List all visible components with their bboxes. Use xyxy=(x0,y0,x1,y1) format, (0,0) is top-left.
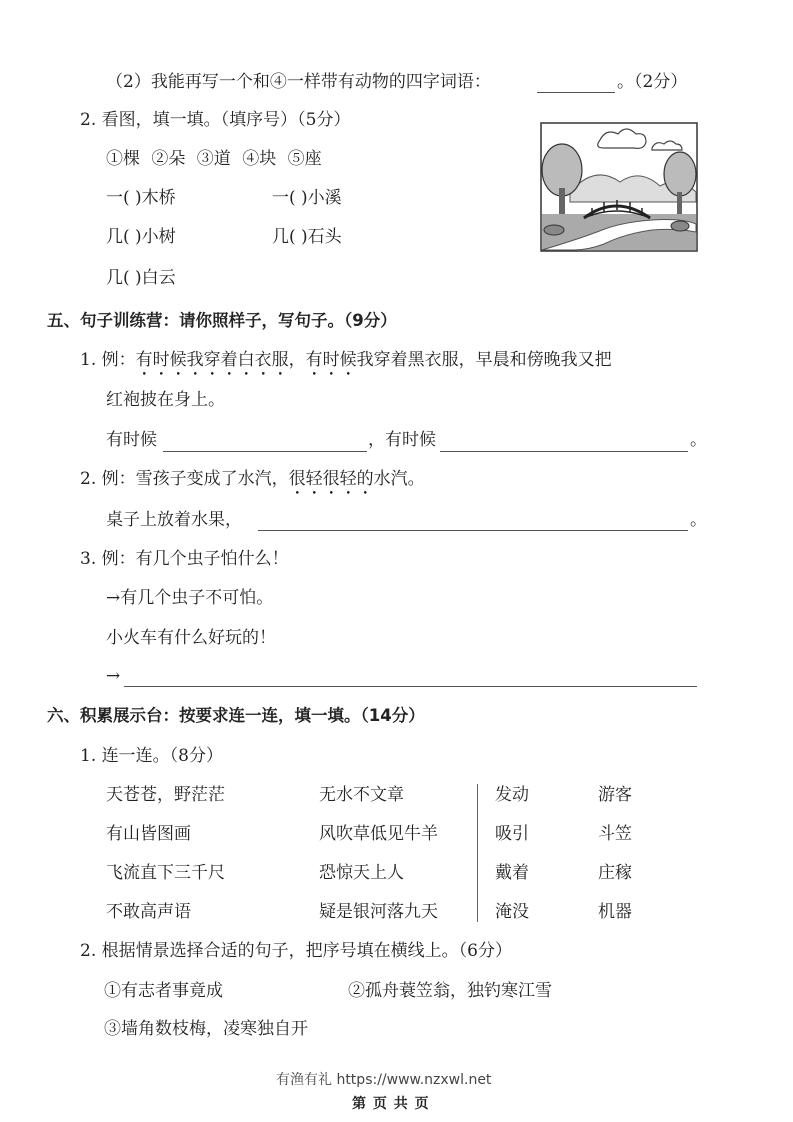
fill-item-stream[interactable]: 一( )小溪 xyxy=(272,188,342,208)
verb-word[interactable]: 淹没 xyxy=(495,902,529,922)
sub-question-2 xyxy=(106,70,491,94)
poem-line[interactable]: 飞流直下三千尺 xyxy=(106,863,225,883)
option-2: ②孤舟蓑笠翁，独钓寒江雪 xyxy=(348,981,552,1001)
answer-blank-5-2[interactable] xyxy=(258,530,688,531)
example-2-part-b: 很轻很轻的 xyxy=(288,469,374,489)
fill-prefix-table: 桌子上放着水果， xyxy=(106,510,242,530)
fill-item-small-trees[interactable]: 几( )小树 xyxy=(106,227,176,247)
poem-line[interactable]: 天苍苍，野茫茫 xyxy=(106,785,225,805)
noun-word[interactable]: 游客 xyxy=(598,785,632,805)
example-1-part-a: 有时候我穿着白衣服， xyxy=(135,350,306,370)
arrow-answer-prefix: → xyxy=(106,666,121,686)
noun-word[interactable]: 斗笠 xyxy=(598,824,632,844)
poem-line[interactable]: 不敢高声语 xyxy=(106,902,191,922)
question-look-title: 2. 看图，填一填。（填序号）（5分） xyxy=(80,110,351,130)
example-label: 1. 例： xyxy=(80,350,136,370)
example-2-part-c: 水汽。 xyxy=(373,469,425,489)
example-label: 2. 例： xyxy=(80,469,136,489)
footer-url: 有渔有礼 https://www.nzxwl.net xyxy=(276,1072,492,1088)
sentence-example-1 xyxy=(80,348,612,380)
noun-word[interactable]: 庄稼 xyxy=(598,863,632,883)
option-1: ①有志者事竟成 xyxy=(104,981,223,1001)
sub-question-2-score: 。（2分） xyxy=(617,72,688,92)
measure-word-options: ①棵 ②朵 ③道 ④块 ⑤座 xyxy=(106,149,322,169)
poem-line[interactable]: 恐惊天上人 xyxy=(319,863,404,883)
answer-blank-q2[interactable] xyxy=(537,92,615,93)
fill-item-stones[interactable]: 几( )石头 xyxy=(272,227,342,247)
option-3: ③墙角数枝梅，凌寒独自开 xyxy=(104,1019,308,1039)
verb-word[interactable]: 戴着 xyxy=(495,863,529,883)
verb-word[interactable]: 发动 xyxy=(495,785,529,805)
sub-question-2-text: （2）我能再写一个和④一样带有动物的四字词语： xyxy=(106,72,491,92)
fill-item-white-clouds[interactable]: 几( )白云 xyxy=(106,268,176,288)
fill-prefix-sometimes: 有时候 xyxy=(106,430,157,450)
example-3-transform: →有几个虫子不可怕。 xyxy=(106,588,274,608)
section-6-title: 六、积累展示台：按要求连一连，填一填。（14分） xyxy=(47,706,425,725)
poem-line[interactable]: 有山皆图画 xyxy=(106,824,191,844)
poem-line[interactable]: 疑是银河落九天 xyxy=(319,902,438,922)
example-1-part-c: 我穿着黑衣服，早晨和傍晚我又把 xyxy=(356,350,612,370)
sentence-end-mark: 。 xyxy=(690,510,707,530)
poem-line[interactable]: 风吹草低见牛羊 xyxy=(319,824,438,844)
fill-middle-sometimes: ，有时候 xyxy=(368,430,436,450)
sentence-example-1-line2: 红袍披在身上。 xyxy=(106,390,225,410)
noun-word[interactable]: 机器 xyxy=(598,902,632,922)
column-divider xyxy=(477,784,478,922)
page-number: 第 页 共 页 xyxy=(352,1096,429,1112)
poem-line[interactable]: 无水不文章 xyxy=(319,785,404,805)
verb-word[interactable]: 吸引 xyxy=(495,824,529,844)
sentence-example-2 xyxy=(80,467,425,499)
example-label: 3. 例： xyxy=(80,549,136,569)
sentence-end-mark: 。 xyxy=(690,430,707,450)
answer-blank-5-3[interactable] xyxy=(124,686,697,687)
match-question-title: 1. 连一连。（8分） xyxy=(80,746,223,766)
sentence-example-3 xyxy=(80,547,289,571)
fill-item-wooden-bridge[interactable]: 一( )木桥 xyxy=(106,188,176,208)
prompt-train: 小火车有什么好玩的！ xyxy=(106,628,276,648)
choose-sentence-title: 2. 根据情景选择合适的句子，把序号填在横线上。（6分） xyxy=(80,941,512,961)
example-3-text: 有几个虫子怕什么！ xyxy=(135,549,289,569)
section-5-title: 五、句子训练营：请你照样子，写句子。（9分） xyxy=(47,311,397,330)
answer-blank-5-1b[interactable] xyxy=(440,451,688,452)
example-2-part-a: 雪孩子变成了水汽， xyxy=(135,469,289,489)
example-1-part-b: 有时候 xyxy=(305,350,357,370)
answer-blank-5-1a[interactable] xyxy=(163,451,367,452)
landscape-bridge-icon xyxy=(540,122,698,252)
